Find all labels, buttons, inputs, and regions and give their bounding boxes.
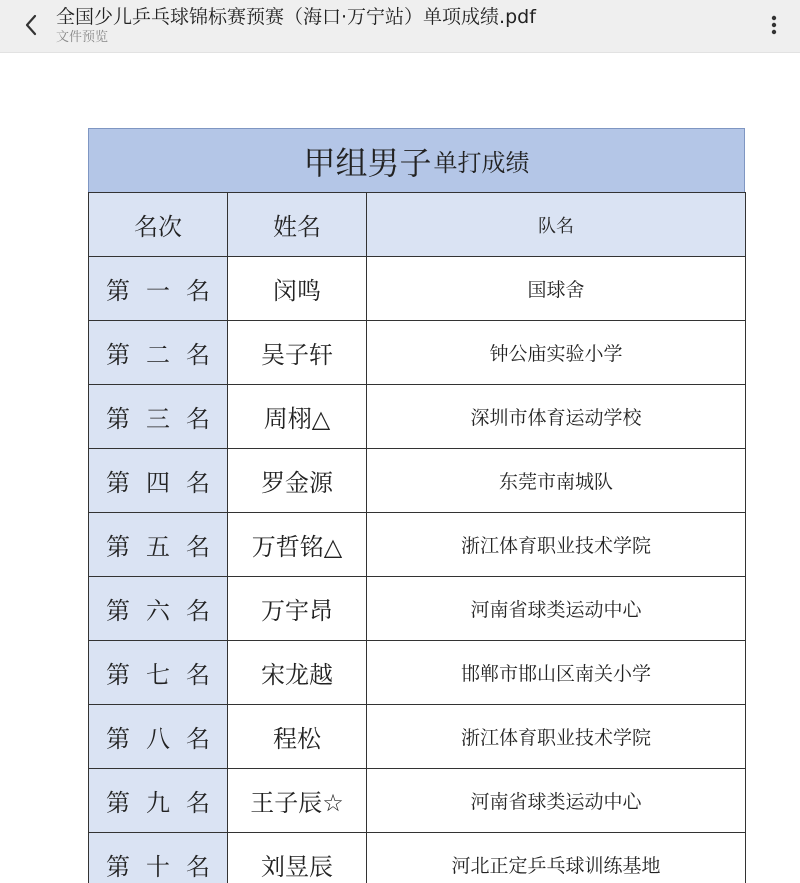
results-table — [88, 192, 746, 883]
rank-cell: 第十名 — [89, 833, 228, 883]
pdf-preview-area[interactable] — [0, 53, 800, 883]
team-cell: 国球舍 — [367, 257, 746, 321]
team-cell: 河北正定乒乓球训练基地 — [367, 833, 746, 883]
team-cell: 浙江体育职业技术学院 — [367, 513, 746, 577]
rank-cell: 第七名 — [89, 641, 228, 705]
table-row — [89, 833, 746, 883]
file-preview-label: 文件预览 — [56, 30, 109, 45]
name-cell: 王子辰☆ — [228, 769, 367, 833]
team-cell: 河南省球类运动中心 — [367, 769, 746, 833]
team-cell: 河南省球类运动中心 — [367, 577, 746, 641]
name-cell: 程松 — [228, 705, 367, 769]
table-row — [89, 449, 746, 513]
caption-sub: 单打成绩 — [433, 149, 530, 177]
rank-cell: 第一名 — [89, 257, 228, 321]
table-row — [89, 385, 746, 449]
chevron-left-icon — [23, 13, 39, 37]
name-cell: 万哲铭△ — [228, 513, 367, 577]
rank-cell: 第八名 — [89, 705, 228, 769]
rank-cell: 第五名 — [89, 513, 228, 577]
table-row — [89, 321, 746, 385]
rank-cell: 第九名 — [89, 769, 228, 833]
rank-cell: 第六名 — [89, 577, 228, 641]
back-button[interactable] — [16, 10, 46, 40]
rank-cell: 第三名 — [89, 385, 228, 449]
more-vertical-icon — [771, 14, 777, 36]
name-cell: 万宇昂 — [228, 577, 367, 641]
column-header-name: 姓名 — [228, 193, 367, 257]
name-cell: 闵鸣 — [228, 257, 367, 321]
table-row — [89, 641, 746, 705]
column-header-team: 队名 — [367, 193, 746, 257]
rank-cell: 第四名 — [89, 449, 228, 513]
table-caption — [88, 128, 745, 192]
table-row — [89, 257, 746, 321]
team-cell: 深圳市体育运动学校 — [367, 385, 746, 449]
name-cell: 周栩△ — [228, 385, 367, 449]
results-table-wrapper — [88, 128, 745, 883]
caption-main: 甲组男子 — [303, 143, 432, 182]
table-row — [89, 577, 746, 641]
table-row — [89, 513, 746, 577]
table-row — [89, 705, 746, 769]
name-cell: 吴子轩 — [228, 321, 367, 385]
more-button[interactable] — [762, 10, 786, 40]
name-cell: 宋龙越 — [228, 641, 367, 705]
table-header-row — [89, 193, 746, 257]
team-cell: 邯郸市邯山区南关小学 — [367, 641, 746, 705]
file-title: 全国少儿乒乓球锦标赛预赛（海口·万宁站）单项成绩.pdf — [56, 6, 536, 28]
table-row — [89, 769, 746, 833]
team-cell: 钟公庙实验小学 — [367, 321, 746, 385]
team-cell: 东莞市南城队 — [367, 449, 746, 513]
team-cell: 浙江体育职业技术学院 — [367, 705, 746, 769]
name-cell: 刘昱辰 — [228, 833, 367, 883]
column-header-rank: 名次 — [89, 193, 228, 257]
top-bar — [0, 0, 800, 53]
rank-cell: 第二名 — [89, 321, 228, 385]
name-cell: 罗金源 — [228, 449, 367, 513]
